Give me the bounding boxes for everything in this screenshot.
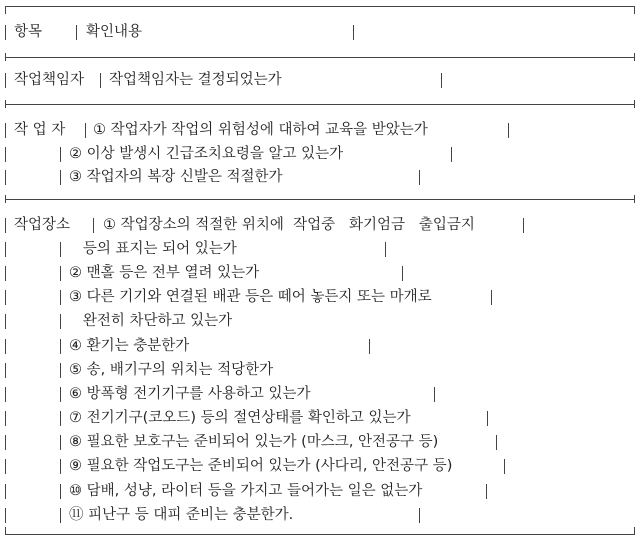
left-bar xyxy=(5,314,6,329)
site-line: ⑧ 필요한 보호구는 준비되어 있는가 (마스크, 안전공구 등) xyxy=(69,434,439,450)
column-divider xyxy=(60,242,61,257)
site-line: ③ 다른 기기와 연결된 배관 등은 떼어 놓든지 또는 마개로 xyxy=(69,289,432,305)
column-divider xyxy=(60,435,61,450)
left-bar xyxy=(5,147,6,162)
column-divider xyxy=(60,339,61,354)
left-bar xyxy=(5,411,6,426)
column-divider xyxy=(60,266,61,281)
left-bar xyxy=(5,73,6,88)
row-end-bar xyxy=(441,73,442,88)
column-divider xyxy=(60,459,61,474)
site-label: 작업장소 xyxy=(14,217,71,233)
site-line: ⑥ 방폭형 전기기구를 사용하고 있는가 xyxy=(69,386,311,402)
rule-after-header xyxy=(5,57,635,58)
row-end-bar xyxy=(402,266,403,281)
rule-bottom xyxy=(5,534,635,535)
left-bar xyxy=(5,508,6,523)
site-line: ⑤ 송, 배기구의 위치는 적당한가 xyxy=(69,362,274,378)
column-divider xyxy=(93,218,94,233)
tick xyxy=(634,527,635,535)
left-bar xyxy=(5,290,6,305)
tick xyxy=(5,6,6,14)
rule-after-worker xyxy=(5,199,635,200)
tick xyxy=(5,527,6,535)
row-end-bar xyxy=(486,484,487,499)
column-divider xyxy=(85,123,86,138)
left-bar xyxy=(5,459,6,474)
column-divider xyxy=(60,170,61,185)
left-bar xyxy=(5,363,6,378)
tick xyxy=(634,6,635,14)
column-divider xyxy=(100,73,101,88)
tick xyxy=(5,195,6,203)
header-item-label: 항목 xyxy=(14,24,43,40)
tick xyxy=(5,53,6,61)
column-divider xyxy=(60,147,61,162)
site-line: ⑨ 필요한 작업도구는 준비되어 있는가 (사다리, 안전공구 등) xyxy=(69,458,453,474)
row-end-bar xyxy=(491,290,492,305)
worker-label: 작 업 자 xyxy=(14,122,66,138)
site-line: ① 작업장소의 적절한 위치에 작업중 화기엄금 출입금지 xyxy=(103,217,475,233)
row-end-bar xyxy=(487,411,488,426)
row-end-bar xyxy=(419,170,420,185)
responsible-text: 작업책임자는 결정되었는가 xyxy=(109,72,282,88)
left-bar xyxy=(5,170,6,185)
row-end-bar xyxy=(434,387,435,402)
worker-item: ② 이상 발생시 긴급조치요령을 알고 있는가 xyxy=(69,146,344,162)
left-bar xyxy=(5,435,6,450)
column-divider xyxy=(60,508,61,523)
left-bar xyxy=(5,25,6,40)
left-bar xyxy=(5,266,6,281)
worker-item: ③ 작업자의 복장 신발은 적절한가 xyxy=(69,169,283,185)
tick xyxy=(634,100,635,108)
left-bar xyxy=(5,484,6,499)
column-divider xyxy=(60,411,61,426)
row-end-bar xyxy=(353,25,354,40)
site-line: ⑩ 담배, 성냥, 라이터 등을 가지고 들어가는 일은 없는가 xyxy=(69,483,423,499)
left-bar xyxy=(5,218,6,233)
rule-top xyxy=(5,6,635,7)
tick xyxy=(634,53,635,61)
row-end-bar xyxy=(496,435,497,450)
responsible-label: 작업책임자 xyxy=(14,72,85,88)
worker-item: ① 작업자가 작업의 위험성에 대하여 교육을 받았는가 xyxy=(93,122,428,138)
column-divider xyxy=(60,387,61,402)
site-line: ② 맨홀 등은 전부 열려 있는가 xyxy=(69,265,260,281)
left-bar xyxy=(5,123,6,138)
left-bar xyxy=(5,242,6,257)
site-line: ⑪ 피난구 등 대피 준비는 충분한가. xyxy=(69,507,294,523)
row-end-bar xyxy=(385,242,386,257)
header-content-label: 확인내용 xyxy=(86,24,143,40)
tick xyxy=(634,195,635,203)
column-divider xyxy=(60,484,61,499)
row-end-bar xyxy=(419,508,420,523)
row-end-bar xyxy=(523,218,524,233)
column-divider xyxy=(60,314,61,329)
site-line: 완전히 차단하고 있는가 xyxy=(69,313,233,329)
site-line: ⑦ 전기기구(코오드) 등의 절연상태를 확인하고 있는가 xyxy=(69,410,411,426)
row-end-bar xyxy=(451,147,452,162)
tick xyxy=(5,100,6,108)
column-divider xyxy=(76,25,77,40)
row-end-bar xyxy=(369,339,370,354)
row-end-bar xyxy=(508,123,509,138)
rule-after-responsible xyxy=(5,104,635,105)
left-bar xyxy=(5,339,6,354)
site-line: 등의 표지는 되어 있는가 xyxy=(69,241,237,257)
column-divider xyxy=(60,290,61,305)
site-line: ④ 환기는 충분한가 xyxy=(69,338,190,354)
left-bar xyxy=(5,387,6,402)
row-end-bar xyxy=(504,459,505,474)
column-divider xyxy=(60,363,61,378)
